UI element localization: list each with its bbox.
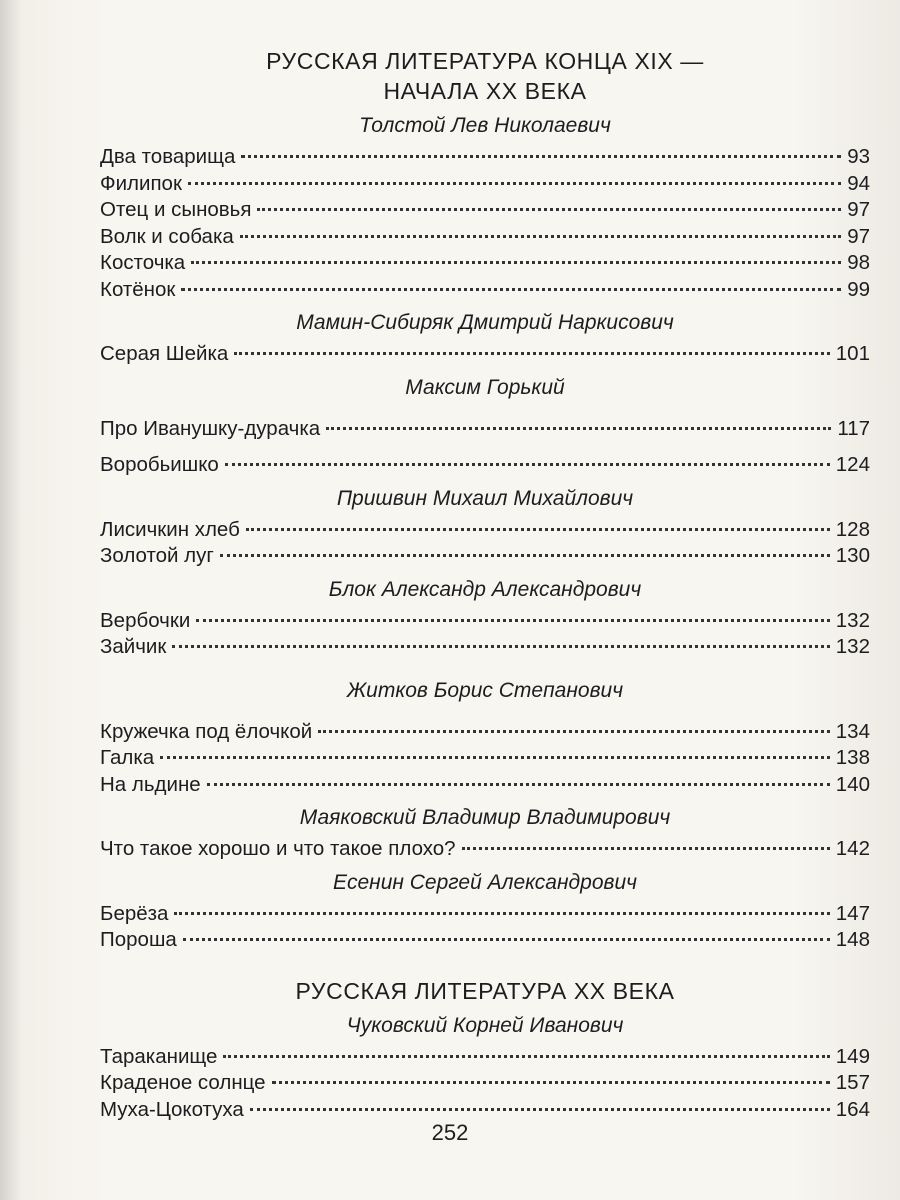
spacer (100, 406, 870, 416)
toc-entry[interactable] (100, 836, 870, 863)
dot-leader (207, 783, 830, 786)
entry-title: Про Иванушку-дурачка (100, 416, 321, 440)
toc-entry[interactable] (100, 1044, 870, 1071)
toc-entry[interactable] (100, 416, 870, 443)
dot-leader (174, 912, 829, 915)
toc-entry[interactable] (100, 171, 870, 198)
entry-title: Котёнок (100, 277, 176, 301)
dot-leader (225, 463, 830, 466)
section-title-line: РУССКАЯ ЛИТЕРАТУРА XX ВЕКА (295, 977, 675, 1004)
dot-leader (326, 427, 831, 430)
entry-page: 99 (847, 277, 870, 301)
toc-entry[interactable] (100, 1070, 870, 1097)
dot-leader (220, 554, 830, 557)
entry-title: Вербочки (100, 608, 191, 632)
toc-entry[interactable] (100, 277, 870, 304)
page-number: 252 (431, 1120, 469, 1145)
entry-page: 142 (835, 837, 870, 860)
entry-title: Косточка (100, 251, 186, 274)
toc-entry[interactable] (100, 745, 870, 772)
dot-leader (160, 756, 830, 759)
entry-title: Золотой луг (100, 544, 214, 567)
entry-page: 164 (835, 1097, 870, 1121)
entry-page: 132 (835, 635, 870, 658)
dot-leader (188, 182, 841, 185)
toc-entry[interactable] (100, 608, 870, 635)
dot-leader (240, 235, 841, 238)
entry-title: Воробьишко (100, 453, 219, 476)
toc-entry[interactable] (100, 719, 870, 746)
section-title (100, 46, 870, 106)
toc-entry[interactable] (100, 634, 870, 661)
entry-page: 130 (835, 544, 870, 567)
entry-page: 98 (847, 251, 870, 274)
dot-leader (257, 208, 841, 211)
entry-page: 97 (847, 224, 870, 248)
toc-entry[interactable] (100, 144, 870, 171)
entry-title: Галка (100, 746, 155, 769)
section-title-line: НАЧАЛА XX ВЕКА (383, 78, 587, 104)
author-heading: Мамин-Сибиряк Дмитрий Наркисович (296, 311, 674, 334)
entry-title: Два товарища (100, 145, 236, 168)
spacer (100, 709, 870, 719)
dot-leader (250, 1108, 830, 1111)
spine-shadow (0, 0, 22, 1200)
dot-leader (462, 847, 830, 850)
entry-title: Что такое хорошо и что такое плохо? (100, 837, 456, 860)
spacer (100, 954, 870, 976)
entry-page: 134 (835, 719, 870, 743)
entry-title: Берёза (100, 901, 169, 925)
toc-entry[interactable] (100, 224, 870, 251)
dot-leader (181, 288, 841, 291)
entry-title: Пороша (100, 928, 177, 951)
author-heading: Житков Борис Степанович (346, 678, 624, 702)
entry-page: 157 (835, 1071, 870, 1094)
toc-entry[interactable] (100, 772, 870, 799)
table-of-contents (100, 46, 870, 1123)
author-heading: Чуковский Корней Иванович (346, 1013, 624, 1037)
entry-page: 148 (835, 928, 870, 951)
entry-page: 94 (847, 171, 870, 195)
entry-page: 149 (835, 1044, 870, 1068)
entry-title: Волк и собака (100, 224, 234, 248)
entry-page: 140 (835, 772, 870, 796)
entry-title: Кружечка под ёлочкой (100, 719, 313, 743)
spacer (100, 661, 870, 671)
dot-leader (191, 261, 841, 264)
toc-entry[interactable] (100, 543, 870, 570)
dot-leader (223, 1055, 829, 1058)
section-title (100, 976, 870, 1006)
toc-entry[interactable] (100, 452, 870, 479)
entry-title: Тараканище (100, 1044, 218, 1068)
entry-page: 101 (835, 342, 870, 365)
author-heading: Максим Горький (405, 375, 565, 399)
dot-leader (196, 619, 830, 622)
entry-page: 124 (835, 453, 870, 476)
toc-entry[interactable] (100, 250, 870, 277)
dot-leader (246, 528, 830, 531)
toc-entry[interactable] (100, 927, 870, 954)
dot-leader (241, 155, 841, 158)
dot-leader (272, 1081, 830, 1084)
entry-title: Филипок (100, 171, 182, 195)
toc-entry[interactable] (100, 901, 870, 928)
entry-title: Отец и сыновья (100, 198, 252, 221)
author-heading: Пришвин Михаил Михайлович (336, 486, 634, 510)
dot-leader (183, 938, 830, 941)
entry-title: Краденое солнце (100, 1071, 266, 1094)
entry-title: На льдине (100, 772, 201, 796)
entry-page: 147 (835, 901, 870, 925)
toc-entry[interactable] (100, 341, 870, 368)
dot-leader (172, 645, 829, 648)
entry-title: Зайчик (100, 635, 167, 658)
entry-page: 93 (847, 145, 870, 168)
spacer (100, 442, 870, 452)
entry-page: 132 (835, 608, 870, 632)
author-heading: Маяковский Владимир Владимирович (299, 806, 671, 829)
section-title-line: РУССКАЯ ЛИТЕРАТУРА КОНЦА XIX — (266, 48, 704, 74)
author-heading: Блок Александр Александрович (328, 577, 642, 601)
dot-leader (234, 352, 830, 355)
entry-page: 97 (847, 198, 870, 221)
entry-title: Серая Шейка (100, 342, 229, 365)
author-heading: Есенин Сергей Александрович (332, 870, 638, 894)
entry-page: 128 (835, 517, 870, 541)
entry-page: 117 (837, 416, 870, 440)
toc-entry[interactable] (100, 197, 870, 224)
dot-leader (318, 730, 830, 733)
toc-entry[interactable] (100, 517, 870, 544)
entry-title: Муха-Цокотуха (100, 1097, 244, 1121)
entry-page: 138 (835, 746, 870, 769)
entry-title: Лисичкин хлеб (100, 517, 240, 541)
author-heading: Толстой Лев Николаевич (359, 114, 611, 137)
